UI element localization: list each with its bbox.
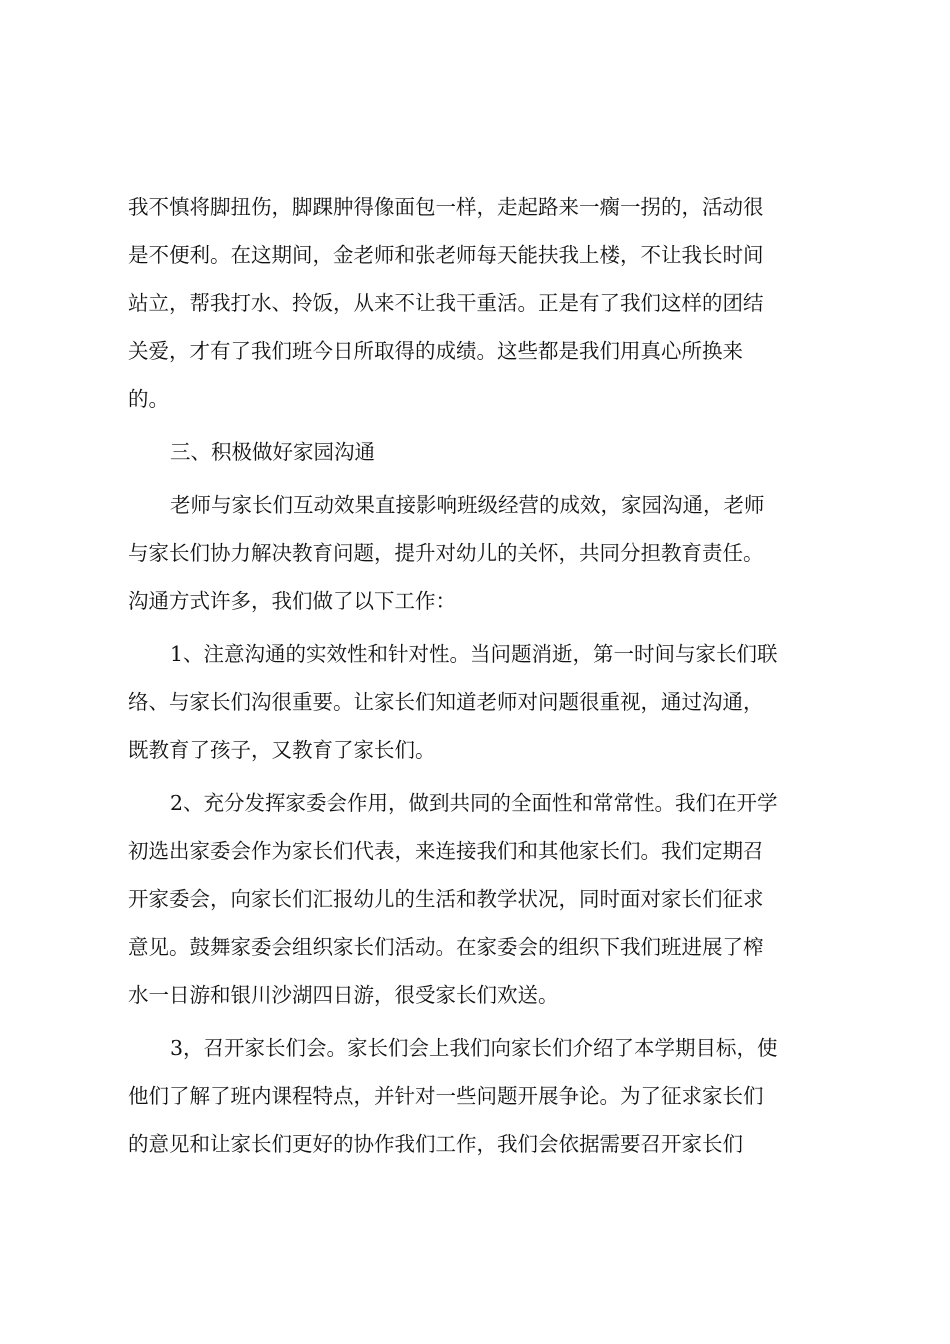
- section-heading: 三、积极做好家园沟通: [170, 440, 375, 464]
- paragraph-line: 2、充分发挥家委会作用，做到共同的全面性和常常性。我们在开学: [170, 791, 778, 815]
- paragraph-line: 3，召开家长们会。家长们会上我们向家长们介绍了本学期目标，使: [170, 1036, 778, 1060]
- paragraph-line: 水一日游和银川沙湖四日游，很受家长们欢送。: [128, 983, 559, 1007]
- paragraph-line: 的。: [128, 387, 169, 411]
- paragraph-line: 的意见和让家长们更好的协作我们工作，我们会依据需要召开家长们: [128, 1132, 743, 1156]
- paragraph-line: 关爱，才有了我们班今日所取得的成绩。这些都是我们用真心所换来: [128, 339, 743, 363]
- paragraph-line: 络、与家长们沟很重要。让家长们知道老师对问题很重视，通过沟通，: [128, 690, 764, 714]
- paragraph-line: 他们了解了班内课程特点，并针对一些问题开展争论。为了征求家长们: [128, 1084, 764, 1108]
- paragraph-line: 是不便利。在这期间，金老师和张老师每天能扶我上楼，不让我长时间: [128, 243, 764, 267]
- paragraph-line: 开家委会，向家长们汇报幼儿的生活和教学状况，同时面对家长们征求: [128, 887, 764, 911]
- paragraph-line: 意见。鼓舞家委会组织家长们活动。在家委会的组织下我们班进展了榨: [128, 935, 764, 959]
- paragraph-line: 1、注意沟通的实效性和针对性。当问题消逝，第一时间与家长们联: [170, 642, 778, 666]
- paragraph-line: 我不慎将脚扭伤，脚踝肿得像面包一样，走起路来一瘸一拐的，活动很: [128, 195, 764, 219]
- paragraph-line: 站立，帮我打水、拎饭，从来不让我干重活。正是有了我们这样的团结: [128, 291, 764, 315]
- paragraph-line: 初选出家委会作为家长们代表，来连接我们和其他家长们。我们定期召: [128, 839, 764, 863]
- paragraph-line: 沟通方式许多，我们做了以下工作：: [128, 589, 456, 613]
- paragraph-line: 既教育了孩子，又教育了家长们。: [128, 738, 436, 762]
- paragraph-line: 与家长们协力解决教育问题，提升对幼儿的关怀，共同分担教育责任。: [128, 541, 764, 565]
- paragraph-line: 老师与家长们互动效果直接影响班级经营的成效，家园沟通，老师: [170, 493, 765, 517]
